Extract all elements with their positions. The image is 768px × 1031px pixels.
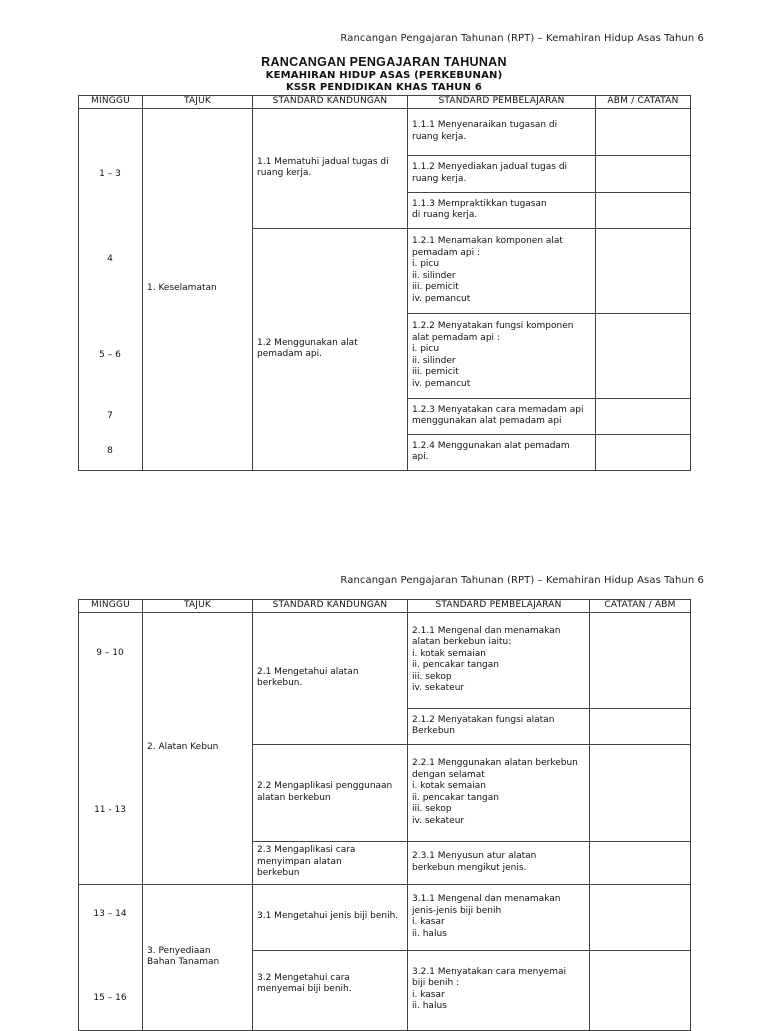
sp-cell: 1.2.1 Menamakan komponen alat pemadam api : i. picu ii. silinder iii. pemicit iv. pemancut <box>408 228 596 313</box>
abm-cell <box>590 744 691 841</box>
sk-cell: 3.2 Mengetahui cara menyemai biji benih. <box>253 950 408 1030</box>
week-label: 13 – 14 <box>93 909 127 919</box>
sp-cell: 1.2.2 Menyatakan fungsi komponen alat pemadam api : i. picu ii. silinder iii. pemicit iv. pemancut <box>408 313 596 398</box>
abm-cell <box>590 708 691 744</box>
col-header-abm-catatan: ABM / CATATAN <box>596 96 691 109</box>
table-row <box>79 612 691 708</box>
sp-cell: 1.2.3 Menyatakan cara memadam api menggunakan alat pemadam api <box>408 398 596 434</box>
sp-cell: 3.2.1 Menyatakan cara menyemai biji benih : i. kasar ii. halus <box>408 950 590 1030</box>
sp-cell: 1.1.1 Menyenaraikan tugasan di ruang kerja. <box>408 108 596 155</box>
table-row <box>79 108 691 155</box>
document-subtitle-2: KSSR PENDIDIKAN KHAS TAHUN 6 <box>285 82 483 93</box>
sp-cell: 1.1.2 Menyediakan jadual tugas di ruang kerja. <box>408 155 596 192</box>
col-header-standard-kandungan: STANDARD KANDUNGAN <box>253 96 408 109</box>
minggu-cell <box>79 884 143 1030</box>
col-header-minggu: MINGGU <box>79 600 143 613</box>
sp-cell: 2.1.1 Mengenal dan menamakan alatan berkebun iaitu: i. kotak semaian ii. pencakar tangan iii. sekop iv. sekateur <box>408 612 590 708</box>
col-header-standard-pembelajaran: STANDARD PEMBELAJARAN <box>408 96 596 109</box>
week-label: 11 - 13 <box>94 805 126 815</box>
abm-cell <box>596 313 691 398</box>
sk-cell: 2.3 Mengaplikasi cara menyimpan alatan berkebun <box>253 841 408 884</box>
abm-cell <box>596 228 691 313</box>
page-header: Rancangan Pengajaran Tahunan (RPT) – Kemahiran Hidup Asas Tahun 6 <box>340 575 704 586</box>
sk-cell: 1.1 Mematuhi jadual tugas di ruang kerja. <box>253 108 408 228</box>
sk-cell: 2.2 Mengaplikasi penggunaan alatan berkebun <box>253 744 408 841</box>
abm-cell <box>590 841 691 884</box>
col-header-catatan-abm: CATATAN / ABM <box>590 600 691 613</box>
sp-cell: 2.1.2 Menyatakan fungsi alatan Berkebun <box>408 708 590 744</box>
tajuk-cell: 2. Alatan Kebun <box>143 612 253 884</box>
abm-cell <box>596 398 691 434</box>
week-label: 4 <box>107 254 113 264</box>
tajuk-cell: 1. Keselamatan <box>143 108 253 470</box>
col-header-standard-kandungan: STANDARD KANDUNGAN <box>253 600 408 613</box>
week-label: 9 – 10 <box>96 648 124 658</box>
sk-cell: 1.2 Menggunakan alat pemadam api. <box>253 228 408 470</box>
col-header-minggu: MINGGU <box>79 96 143 109</box>
week-label: 1 – 3 <box>99 169 121 179</box>
sp-cell: 2.2.1 Menggunakan alatan berkebun dengan selamat i. kotak semaian ii. pencakar tangan iii. sekop iv. sekateur <box>408 744 590 841</box>
sp-cell: 2.3.1 Menyusun atur alatan berkebun mengikut jenis. <box>408 841 590 884</box>
abm-cell <box>590 950 691 1030</box>
rpt-table-2 <box>78 599 691 1031</box>
week-label: 7 <box>107 411 113 421</box>
sp-cell: 1.1.3 Mempraktikkan tugasan di ruang kerja. <box>408 192 596 228</box>
table-header-row <box>79 600 691 613</box>
document-subtitle: KEMAHIRAN HIDUP ASAS (PERKEBUNAN) <box>265 70 503 81</box>
col-header-tajuk: TAJUK <box>143 600 253 613</box>
abm-cell <box>596 155 691 192</box>
document-title: RANCANGAN PENGAJARAN TAHUNAN <box>261 55 507 69</box>
sp-cell: 1.2.4 Menggunakan alat pemadam api. <box>408 434 596 470</box>
abm-cell <box>596 108 691 155</box>
abm-cell <box>590 612 691 708</box>
tajuk-cell: 3. Penyediaan Bahan Tanaman <box>143 884 253 1030</box>
col-header-tajuk: TAJUK <box>143 96 253 109</box>
rpt-table-1 <box>78 95 691 471</box>
col-header-standard-pembelajaran: STANDARD PEMBELAJARAN <box>408 600 590 613</box>
week-label: 15 – 16 <box>93 993 127 1003</box>
sk-cell: 3.1 Mengetahui jenis biji benih. <box>253 884 408 950</box>
sp-cell: 3.1.1 Mengenal dan menamakan jenis-jenis biji benih i. kasar ii. halus <box>408 884 590 950</box>
table-row <box>79 884 691 950</box>
abm-cell <box>596 192 691 228</box>
abm-cell <box>590 884 691 950</box>
page-header: Rancangan Pengajaran Tahunan (RPT) – Kemahiran Hidup Asas Tahun 6 <box>340 33 704 44</box>
abm-cell <box>596 434 691 470</box>
week-label: 5 – 6 <box>99 350 121 360</box>
week-label: 8 <box>107 446 113 456</box>
sk-cell: 2.1 Mengetahui alatan berkebun. <box>253 612 408 744</box>
table-header-row <box>79 96 691 109</box>
